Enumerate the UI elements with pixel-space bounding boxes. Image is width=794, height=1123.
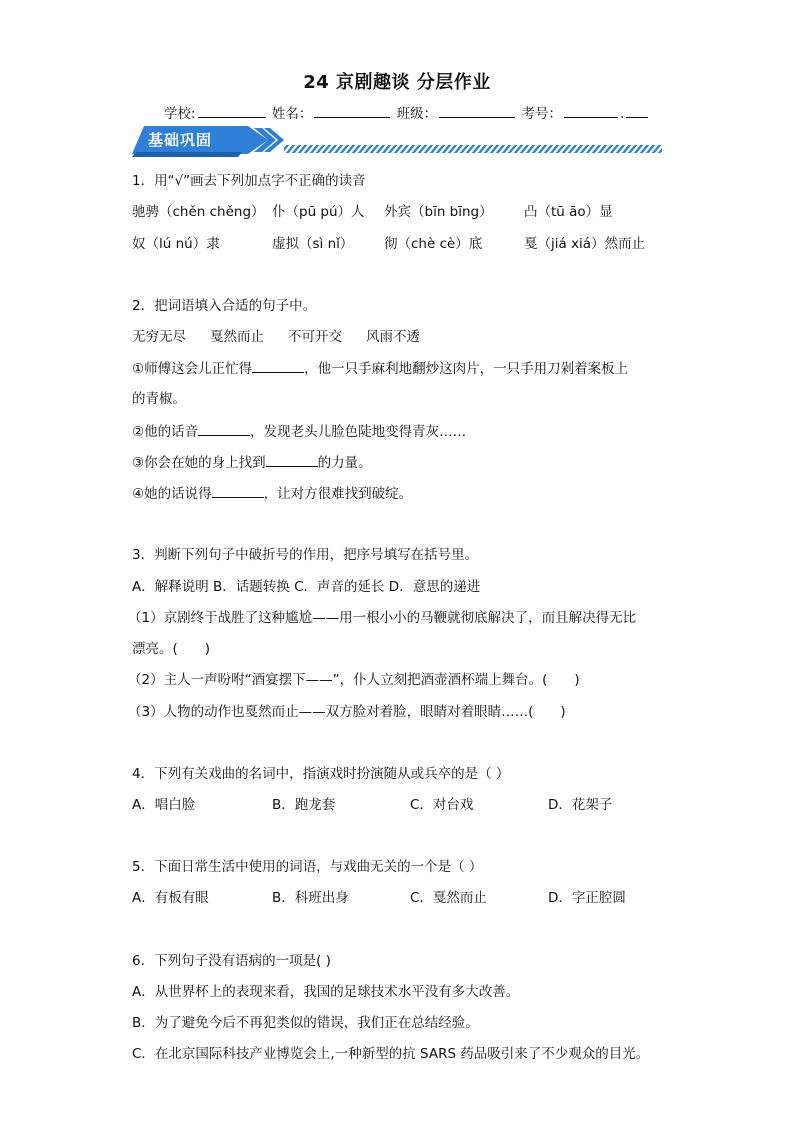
q6-option-a[interactable]: A．从世界杯上的表现来看，我国的足球技术水平没有多大改善。 <box>132 984 520 1000</box>
fill-blank[interactable] <box>252 358 304 373</box>
q1-item: 外宾（bīn bīng） <box>384 204 493 220</box>
name-blank[interactable] <box>314 103 390 118</box>
word: 无穷无尽 <box>132 329 186 345</box>
q4-stem: 4．下列有关戏曲的名词中，指演戏时扮演随从或兵卒的是（ ） <box>132 766 510 782</box>
q3-sentence-2: （2）主人一声吩咐“酒宴摆下——”，仆人立刻把酒壶酒杯端上舞台。( ) <box>128 672 580 688</box>
q3-options: A．解释说明 B．话题转换 C．声音的延长 D．意思的递进 <box>132 579 481 595</box>
word: 戛然而止 <box>210 329 264 345</box>
class-blank[interactable] <box>439 103 515 118</box>
q1-item: 虚拟（sì nǐ） <box>272 236 354 252</box>
number-blank[interactable] <box>564 103 618 118</box>
q1-item: 驰骋（chěn chěng） <box>132 204 265 220</box>
q3-stem: 3．判断下列句子中破折号的作用，把序号填写在括号里。 <box>132 547 479 563</box>
number-tail: . <box>619 106 625 122</box>
class-label: 班级： <box>396 106 438 122</box>
fill-blank[interactable] <box>266 452 318 467</box>
option[interactable]: B．跑龙套 <box>272 797 336 813</box>
q6-stem: 6．下列句子没有语病的一项是( ) <box>132 953 331 969</box>
word: 不可开交 <box>288 329 342 345</box>
school-label: 学校: <box>164 106 196 122</box>
banner-label: 基础巩固 <box>148 131 213 149</box>
q1-item: 凸（tū āo）显 <box>524 204 613 220</box>
option[interactable]: C．戛然而止 <box>410 890 487 906</box>
option[interactable]: A．有板有眼 <box>132 890 209 906</box>
q3-sentence-1-cont: 漂亮。( ) <box>132 641 211 657</box>
option[interactable]: A．唱白脸 <box>132 797 196 813</box>
q1-item: 奴（lú nú）隶 <box>132 236 220 252</box>
q1-item: 仆（pū pú）人 <box>272 204 365 220</box>
q1-item: 彻（chè cè）底 <box>384 236 483 252</box>
number-label: 考号： <box>521 106 562 122</box>
name-label: 姓名： <box>271 106 313 122</box>
q2-stem: 2．把词语填入合适的句子中。 <box>132 298 317 314</box>
fill-blank[interactable] <box>198 421 250 436</box>
q2-sentence-2: ②他的话音 ，发现老头儿脸色陡地变得青灰…… <box>132 421 466 442</box>
q5-stem: 5．下面日常生活中使用的词语，与戏曲无关的一个是（ ） <box>132 859 483 875</box>
school-blank[interactable] <box>198 103 266 118</box>
q2-sentence-4: ④她的话说得 ，让对方很难找到破绽。 <box>132 483 412 504</box>
q1-item: 戛（jiá xiá）然而止 <box>524 236 646 252</box>
q2-sentence-1: ①师傅这会儿正忙得 ，他一只手麻利地翻炒这肉片，一只手用刀剁着案板上 <box>132 358 628 379</box>
fill-blank[interactable] <box>212 483 264 498</box>
page-title: 24 京剧趣谈 分层作业 <box>303 72 491 93</box>
student-info-line <box>164 102 650 122</box>
option[interactable]: B．科班出身 <box>272 890 349 906</box>
q2-sentence-1-cont: 的青椒。 <box>132 391 186 407</box>
number-blank-2[interactable] <box>626 103 648 118</box>
word: 风雨不透 <box>366 329 420 345</box>
q6-option-c[interactable]: C．在北京国际科技产业博览会上,一种新型的抗 SARS 药品吸引来了不少观众的目光。 <box>132 1046 650 1062</box>
q2-sentence-3: ③你会在她的身上找到 的力量。 <box>132 452 372 473</box>
q3-sentence-1: （1）京剧终于战胜了这种尴尬——用一根小小的马鞭就彻底解决了，而且解决得无比 <box>128 610 637 626</box>
option[interactable]: D．花架子 <box>548 797 613 813</box>
option[interactable]: D．字正腔圆 <box>548 890 626 906</box>
option[interactable]: C．对台戏 <box>410 797 474 813</box>
section-banner <box>130 124 664 158</box>
q3-sentence-3: （3）人物的动作也戛然而止——双方脸对着脸，眼睛对着眼睛……( ) <box>128 704 566 720</box>
q1-stem: 1．用“√”画去下列加点字不正确的读音 <box>132 173 366 189</box>
q6-option-b[interactable]: B．为了避免今后不再犯类似的错误，我们正在总结经验。 <box>132 1015 479 1031</box>
